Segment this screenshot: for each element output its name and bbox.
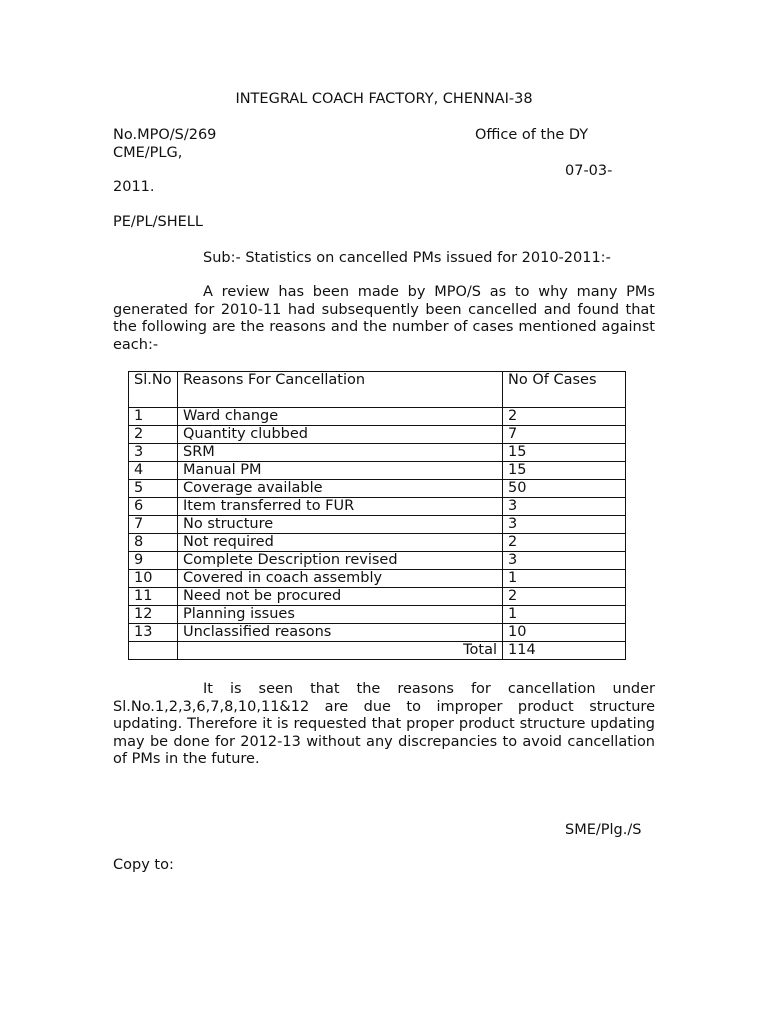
row-sl-no: 6: [129, 498, 178, 516]
row-sl-no: 11: [129, 588, 178, 606]
addressee: PE/PL/SHELL: [113, 214, 203, 230]
row-sl-no: 10: [129, 570, 178, 588]
header-cases: No Of Cases: [503, 372, 626, 408]
row-reason: Manual PM: [178, 462, 503, 480]
conclusion-paragraph-text: It is seen that the reasons for cancellation under Sl.No.1,2,3,6,7,8,10,11&12 are due to improper product structure updating. Therefore it is requested that proper product structure updating may be done for 2012-13 without any discrepancies to avoid cancellation of PMs in the future.: [113, 681, 655, 767]
row-sl-no: 9: [129, 552, 178, 570]
document-title: INTEGRAL COACH FACTORY, CHENNAI-38: [235, 91, 533, 107]
table-row: [129, 498, 626, 516]
row-sl-no: 7: [129, 516, 178, 534]
row-reason: Covered in coach assembly: [178, 570, 503, 588]
reasons-table: [128, 371, 626, 660]
header-reason: Reasons For Cancellation: [178, 372, 503, 408]
total-row: [129, 642, 626, 660]
table-row: [129, 516, 626, 534]
row-sl-no: 13: [129, 624, 178, 642]
table-row: [129, 570, 626, 588]
date-part-2: 2011.: [113, 179, 155, 195]
row-cases: 15: [503, 444, 626, 462]
table-row: [129, 552, 626, 570]
table-row: [129, 462, 626, 480]
row-cases: 1: [503, 606, 626, 624]
row-reason: Not required: [178, 534, 503, 552]
table-row: [129, 624, 626, 642]
conclusion-paragraph: [113, 681, 655, 769]
table-row: [129, 588, 626, 606]
row-sl-no: 12: [129, 606, 178, 624]
total-value: 114: [503, 642, 626, 660]
intro-paragraph-text: A review has been made by MPO/S as to why many PMs generated for 2010-11 had subsequently been cancelled and found that the following are the reasons and the number of cases mentioned against each:-: [113, 284, 655, 353]
row-sl-no: 4: [129, 462, 178, 480]
row-reason: Planning issues: [178, 606, 503, 624]
row-cases: 3: [503, 498, 626, 516]
row-sl-no: 2: [129, 426, 178, 444]
table-row: [129, 606, 626, 624]
office-line-2: CME/PLG,: [113, 145, 183, 161]
total-empty-cell: [129, 642, 178, 660]
subject-line: Sub:- Statistics on cancelled PMs issued for 2010-2011:-: [203, 250, 611, 266]
table-row: [129, 426, 626, 444]
row-cases: 2: [503, 534, 626, 552]
row-reason: SRM: [178, 444, 503, 462]
row-cases: 3: [503, 516, 626, 534]
row-reason: Complete Description revised: [178, 552, 503, 570]
table-row: [129, 408, 626, 426]
row-cases: 15: [503, 462, 626, 480]
row-reason: Unclassified reasons: [178, 624, 503, 642]
table-row: [129, 444, 626, 462]
row-sl-no: 8: [129, 534, 178, 552]
row-cases: 7: [503, 426, 626, 444]
row-reason: Item transferred to FUR: [178, 498, 503, 516]
total-label: Total: [178, 642, 503, 660]
row-reason: Need not be procured: [178, 588, 503, 606]
date-part-1: 07-03-: [565, 163, 613, 179]
copy-to: Copy to:: [113, 857, 174, 873]
row-reason: Quantity clubbed: [178, 426, 503, 444]
row-sl-no: 1: [129, 408, 178, 426]
row-cases: 2: [503, 408, 626, 426]
header-sl-no: Sl.No: [129, 372, 178, 408]
row-reason: Coverage available: [178, 480, 503, 498]
row-sl-no: 5: [129, 480, 178, 498]
row-sl-no: 3: [129, 444, 178, 462]
office-line-1: Office of the DY: [475, 127, 589, 143]
row-cases: 10: [503, 624, 626, 642]
row-cases: 2: [503, 588, 626, 606]
signature: SME/Plg./S: [565, 822, 642, 838]
table-row: [129, 480, 626, 498]
row-cases: 3: [503, 552, 626, 570]
row-reason: No structure: [178, 516, 503, 534]
row-reason: Ward change: [178, 408, 503, 426]
row-cases: 50: [503, 480, 626, 498]
table-row: [129, 534, 626, 552]
table-header-row: [129, 372, 626, 408]
intro-paragraph: [113, 284, 655, 354]
reference-number: No.MPO/S/269: [113, 127, 217, 143]
row-cases: 1: [503, 570, 626, 588]
